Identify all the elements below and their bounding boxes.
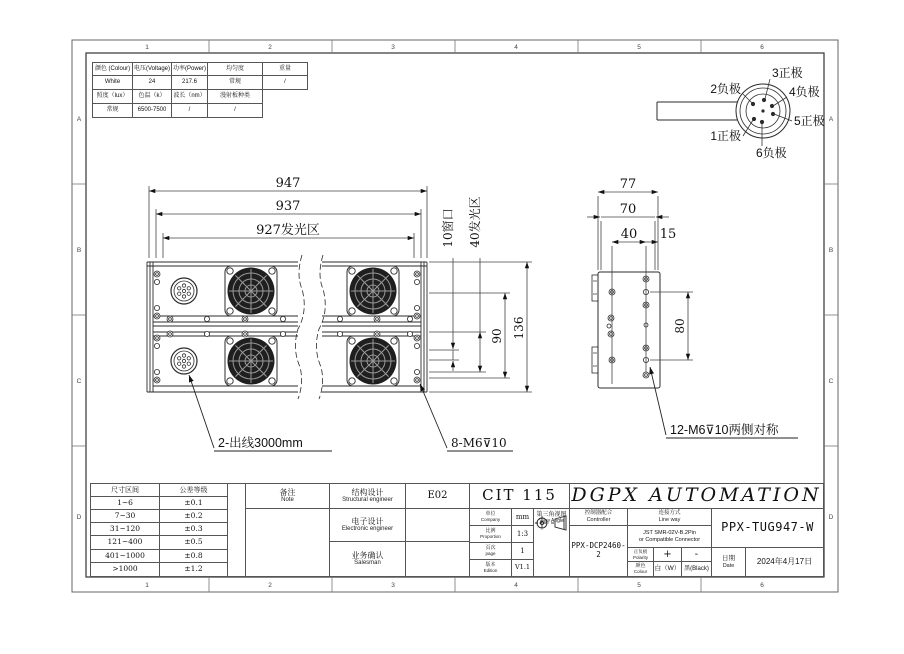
spec-value-power: 217.6 [172,76,208,90]
tolerance-grade: ±0.2 [160,510,228,523]
polarity-plus: + [654,548,682,562]
zone-col-label: 5 [637,44,641,51]
pin-label-6: 6负极 [756,146,787,160]
zone-row-label: B [76,247,82,254]
spec-value-wavelength: / [172,104,208,118]
colour-black: 黑(Black) [682,562,712,577]
edition-zh: 版本 [485,561,496,568]
spec-header-diffuser: 漫射板种类 [208,90,263,104]
electronic-en: Electronic engineer [341,526,394,533]
tolerance-grade: ±0.8 [160,550,228,563]
electronic-zh: 电子设计 [351,516,384,526]
lineway-value-line2: or Compatible Connector [638,536,701,543]
zone-col-label: 1 [145,582,149,589]
electronic-engineer-value [406,509,470,542]
spec-table [92,62,308,118]
tolerance-grade: ±0.1 [160,497,228,510]
dim-90: 90 [490,328,504,344]
label-cable-outlet: 2-出线3000mm [218,436,303,450]
colour-white: 白（W） [654,562,682,577]
dim-40: 40 [620,227,638,242]
zone-col-label: 4 [514,582,518,589]
zone-col-label: 6 [760,582,764,589]
dim-937: 937 [275,199,301,214]
lineway-value-line1: JST SMR-02V-B.2Pin [643,529,696,536]
lineway-zh: 连接方式 [658,510,681,517]
spec-header-lux: 照度（lux） [92,90,133,104]
tolerance-grade: ±0.5 [160,536,228,550]
scale-zh: 比例 [485,527,496,534]
tolerance-header-grade: 公差等级 [160,483,228,497]
spec-value-cct: 6500-7500 [133,104,172,118]
page-value: 1 [512,543,534,560]
lineway-en: Line way [658,517,681,523]
company-name: DGPX AUTOMATION [570,483,824,509]
controller-en: Controller [586,517,611,523]
structural-engineer-label [330,483,406,509]
zone-row-label: C [76,378,82,385]
drawing-code: CIT 115 [470,483,570,509]
colour-zh: 颜色 [635,562,646,569]
side-view-dim-texts [620,177,687,334]
spec-value-colour: White [92,76,133,90]
dim-947: 947 [275,176,301,191]
structural-zh: 结构设计 [351,487,384,497]
title-block [86,483,824,577]
edition-en: Edition [483,568,498,574]
dim-77: 77 [619,177,637,192]
scale-en: Proportion [480,534,501,540]
spec-value-weight: / [263,76,308,90]
spec-header-power: 功率(Power) [172,62,208,76]
model-number: PPX-TUG947-W [712,509,824,548]
spacer-column [228,483,246,577]
unit-zh: 单位 [485,510,496,517]
note-label-en: Note [281,497,294,504]
note-body [246,509,330,577]
front-view-dim-texts [256,176,526,344]
tolerance-range: 1~6 [90,497,160,510]
tolerance-range: 401~1000 [90,550,160,563]
connector-pin-labels [710,65,824,160]
dim-136: 136 [512,316,526,340]
spec-header-colour: 颜色 (Colour) [92,62,133,76]
pin-label-2: 2负极 [710,82,741,96]
pin-label-5: 5正极 [794,114,825,128]
polarity-label [628,548,654,562]
electronic-engineer-label [330,509,406,542]
controller-value: PPX-DCP2460-2 [570,526,628,577]
label-12-m6: 12-M6⊽10两侧对称 [670,423,779,437]
salesman-label [330,542,406,577]
zone-col-label: 2 [268,582,272,589]
date-en: Date [722,562,735,569]
pin-label-1: 1正极 [710,129,741,143]
edition-value: V1.1 [512,560,534,577]
third-angle-projection-icon [534,509,568,535]
spec-value-voltage: 24 [133,76,172,90]
view-angle-zh: 第三角视图 [536,512,567,518]
pin-label-4: 4负极 [789,85,820,99]
tolerance-grade: ±0.3 [160,523,228,536]
polarity-en: Polarity [632,554,648,560]
dim-927: 927发光区 [256,223,320,238]
view-angle-cell [534,509,570,577]
dim-70: 70 [619,202,637,217]
zone-row-label: D [76,514,82,521]
date-value: 2024年4月17日 [746,548,824,577]
scale-label [470,526,512,543]
zone-row-label: A [828,116,834,123]
tolerance-range: 7~30 [90,510,160,523]
spec-header-weight: 重量 [263,62,308,76]
note-label-zh: 备注 [279,487,296,497]
view-angle-en: View Angle [539,517,564,524]
spec-value-uniformity: 常规 [208,76,263,90]
tolerance-range: 121~400 [90,536,160,550]
date-label [712,548,746,577]
side-view-dimensions [587,192,693,384]
spec-value-diffuser: / [208,104,263,118]
tolerance-grade: ±1.2 [160,563,228,577]
spec-header-voltage: 电压(Voltage) [133,62,172,76]
zone-row-label: C [828,378,834,385]
dim-40-emit: 40发光区 [468,196,482,248]
lineway-label [628,509,712,526]
zone-col-label: 3 [391,582,395,589]
zone-col-label: 3 [391,44,395,51]
spec-value-lux: 常规 [92,104,133,118]
page-zh: 页次 [485,544,496,551]
side-view-body [592,272,660,388]
spec-header-uniformity: 均匀度 [208,62,263,76]
spec-header-cct: 色温（k） [133,90,172,104]
unit-value: mm [512,509,534,526]
structural-en: Structural engineer [342,497,393,504]
unit-label [470,509,512,526]
zone-col-label: 1 [145,44,149,51]
side-view-holes [607,276,649,378]
date-zh: 日期 [722,555,735,563]
zone-col-label: 4 [514,44,518,51]
structural-engineer-value: E02 [406,483,470,509]
note-header [246,483,330,509]
salesman-zh: 业务确认 [351,550,384,560]
label-8-m6: 8-M6⊽10 [451,436,507,450]
colour-en: Colour [633,569,648,575]
tolerance-range: 31~120 [90,523,160,536]
zone-row-label: A [76,116,82,123]
zone-col-label: 5 [637,582,641,589]
page-label [470,543,512,560]
tolerance-range: >1000 [90,563,160,577]
zone-row-label: B [828,247,834,254]
dim-15: 15 [659,227,677,242]
edition-label [470,560,512,577]
salesman-value [406,542,470,577]
salesman-en: Salesman [354,560,381,567]
polarity-minus: - [682,548,712,562]
dim-10-window: 10窗口 [441,208,455,248]
dim-80: 80 [673,318,687,334]
page-en: page [485,551,496,557]
controller-label [570,509,628,526]
zone-col-label: 6 [760,44,764,51]
unit-en: Company [480,517,501,523]
colour-label [628,562,654,577]
zone-col-label: 2 [268,44,272,51]
zone-row-label: D [828,514,834,521]
controller-zh: 控制器配合 [584,510,613,517]
polarity-zh: 正负极 [633,549,648,555]
tolerance-header-range: 尺寸区间 [90,483,160,497]
lineway-value [628,526,712,548]
pin-label-3: 3正极 [772,66,803,80]
spec-header-wavelength: 波长（nm） [172,90,208,104]
scale-value: 1:3 [512,526,534,543]
